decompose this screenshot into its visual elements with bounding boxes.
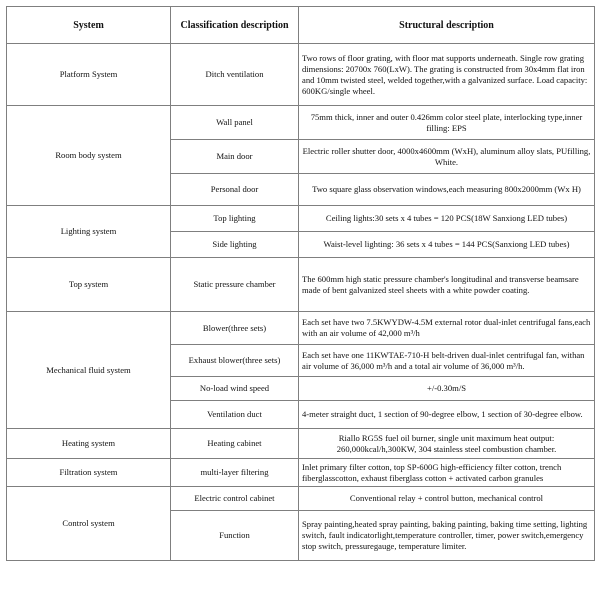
description-cell: Ceiling lights:30 sets x 4 tubes = 120 PCS(18W Sanxiong LED tubes) [299,206,595,232]
table-row [7,459,595,487]
classification-cell: No-load wind speed [171,377,299,401]
classification-cell: Ventilation duct [171,401,299,429]
table-row [7,429,595,459]
system-cell: Control system [7,487,171,561]
table-row [7,312,595,345]
description-cell: Each set have two 7.5KWYDW-4.5M external rotor dual-inlet centrifugal fans,each with an air volume of 42,000 m³/h [299,312,595,345]
table-row [7,487,595,511]
classification-cell: multi-layer filtering [171,459,299,487]
classification-cell: Heating cabinet [171,429,299,459]
description-cell: Waist-level lighting: 36 sets x 4 tubes = 144 PCS(Sanxiong LED tubes) [299,232,595,258]
classification-cell: Electric control cabinet [171,487,299,511]
system-cell: Platform System [7,44,171,106]
classification-cell: Top lighting [171,206,299,232]
description-cell: Conventional relay + control button, mechanical control [299,487,595,511]
description-cell: Two rows of floor grating, with floor mat supports underneath. Single row grating dimensions: 20700x 760(LxW). The grating is constructed from 30x4mm flat iron and 10mm twisted steel, welded together,with a galvanized surface. Load capacity: 600KG/single wheel. [299,44,595,106]
description-cell: +/-0.30m/S [299,377,595,401]
description-cell: Two square glass observation windows,each measuring 800x2000mm (Wx H) [299,174,595,206]
classification-cell: Blower(three sets) [171,312,299,345]
description-cell: Riallo RG5S fuel oil burner, single unit maximum heat output: 260,000kcal/h,300KW, 304 stainless steel combustion chamber. [299,429,595,459]
table-row [7,258,595,312]
header-classification: Classification description [171,7,299,44]
table-row [7,206,595,232]
header-structural: Structural description [299,7,595,44]
system-cell: Top system [7,258,171,312]
description-cell: The 600mm high static pressure chamber's longitudinal and transverse beamsare made of bent galvanized steel sheets with a white powder coating. [299,258,595,312]
spec-table [6,6,595,561]
description-cell: 4-meter straight duct, 1 section of 90-degree elbow, 1 section of 30-degree elbow. [299,401,595,429]
description-cell: Each set have one 11KWTAE-710-H belt-driven dual-inlet centrifugal fan, withan air volume of 36,000 m³/h and a total air volume of 36,000 m³/h. [299,345,595,377]
table-row [7,106,595,140]
classification-cell: Personal door [171,174,299,206]
header-row [7,7,595,44]
description-cell: 75mm thick, inner and outer 0.426mm color steel plate, interlocking type,inner filling: EPS [299,106,595,140]
table-row [7,44,595,106]
system-cell: Lighting system [7,206,171,258]
classification-cell: Side lighting [171,232,299,258]
classification-cell: Wall panel [171,106,299,140]
system-cell: Heating system [7,429,171,459]
classification-cell: Exhaust blower(three sets) [171,345,299,377]
classification-cell: Static pressure chamber [171,258,299,312]
description-cell: Spray painting,heated spray painting, baking painting, baking time setting, lighting switch, fault indicatorlight,temperature controller, timer, power switch,emergency stop switch, pressuregauge, temperature limiter. [299,511,595,561]
system-cell: Room body system [7,106,171,206]
system-cell: Mechanical fluid system [7,312,171,429]
header-system: System [7,7,171,44]
classification-cell: Main door [171,140,299,174]
description-cell: Electric roller shutter door, 4000x4600mm (WxH), aluminum alloy slats, PUfilling, White. [299,140,595,174]
classification-cell: Function [171,511,299,561]
system-cell: Filtration system [7,459,171,487]
classification-cell: Ditch ventilation [171,44,299,106]
description-cell: Inlet primary filter cotton, top SP-600G high-efficiency filter cotton, trench fiberglasscotton, exhaust fiberglass cotton + activated carbon granules [299,459,595,487]
